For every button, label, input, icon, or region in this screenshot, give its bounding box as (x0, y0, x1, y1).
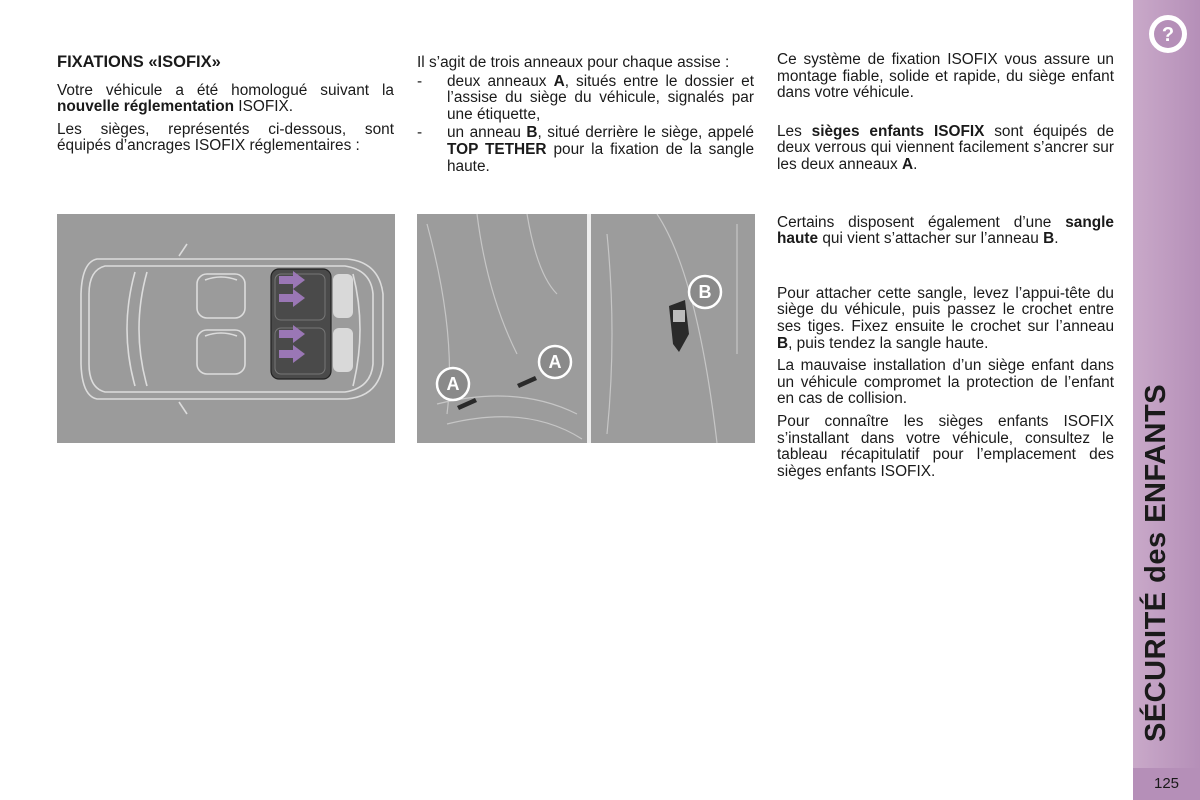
bold-text: TOP TETHER (447, 140, 547, 158)
text: Votre véhicule a été homologué suivant la (57, 81, 394, 99)
isofix-anchors-svg (417, 214, 755, 443)
text: . (913, 155, 918, 173)
isofix-anchors-illustration (417, 214, 755, 443)
column-1 (57, 54, 394, 161)
bold-text: B (777, 334, 789, 352)
label-a-left: A (446, 374, 460, 394)
bullet-dash: - (417, 124, 423, 142)
bold-text: A (901, 155, 914, 173)
text: Certains disposent également d’une (777, 213, 1066, 231)
bold-text: nouvelle réglementation (57, 98, 235, 116)
text: , puis tendez la sangle haute. (788, 334, 989, 352)
bullet-ring-b (417, 125, 754, 175)
page-number: 125 (1133, 768, 1200, 800)
paragraph-strap (777, 215, 1114, 248)
bullet-ring-a (417, 74, 754, 124)
text: sont équipés de deux verrous qui viennent facilement s’ancrer sur les deux anneaux (777, 122, 1115, 173)
bullet-text (447, 125, 754, 175)
paragraph-table-ref: Pour connaître les sièges enfants ISOFIX s’installant dans votre véhicule, consultez le tableau récapitulatif pour l’emplacement des sièges enfants ISOFIX. (777, 412, 1114, 480)
bold-text: sièges enfants ISOFIX (811, 122, 985, 140)
text: deux anneaux (447, 72, 554, 90)
label-a-right: A (548, 352, 562, 372)
paragraph-system: Ce système de fixation ISOFIX vous assure un montage fiable, solide et rapide, du siège enfant dans votre véhicule. (777, 51, 1114, 102)
car-top-view-svg (57, 214, 395, 443)
column-2 (417, 55, 754, 175)
text: qui vient s’attacher sur l’anneau (818, 230, 1044, 248)
paragraph-seats: Les sièges, représentés ci-dessous, sont équipés d’ancrages ISOFIX réglementaires : (57, 120, 394, 155)
bullet-dash: - (417, 72, 423, 90)
bold-text: B (526, 124, 538, 142)
paragraph-intro (57, 83, 394, 116)
section-title: FIXATIONS «ISOFIX» (57, 53, 221, 71)
paragraph-locks (777, 124, 1114, 174)
text: . (1054, 230, 1059, 248)
bold-text: sangle haute (777, 213, 1114, 248)
text: un anneau (447, 124, 527, 142)
label-b: B (698, 282, 712, 302)
car-top-view-illustration (57, 214, 395, 443)
bold-text: A (553, 72, 565, 90)
question-mark-icon (1148, 14, 1188, 54)
text: Pour attacher cette sangle, levez l’appui-tête du siège du véhicule, puis passez le crochet entre ses tiges. Fixez ensuite le crochet sur l’anneau (777, 284, 1114, 335)
chapter-title: SÉCURITÉ des ENFANTS (1140, 383, 1172, 742)
text: ISOFIX. (234, 98, 294, 116)
text: Les (777, 122, 812, 140)
paragraph-attach (777, 286, 1114, 352)
bold-text: B (1043, 230, 1055, 248)
help-glyph: ? (1161, 24, 1175, 46)
paragraph-rings: Il s’agit de trois anneaux pour chaque assise : (417, 54, 730, 71)
text: , situés entre le dossier et l’assise du siège du véhicule, signalés par une étiquette, (447, 72, 754, 123)
column-3 (777, 52, 1114, 486)
paragraph-warning: La mauvaise installation d’un siège enfant dans un véhicule compromet la protection de l’enfant en cas de collision. (777, 357, 1114, 408)
text: , situé derrière le siège, appelé (537, 124, 754, 142)
bullet-text (447, 74, 754, 124)
text: pour la fixation de la sangle haute. (447, 140, 755, 175)
